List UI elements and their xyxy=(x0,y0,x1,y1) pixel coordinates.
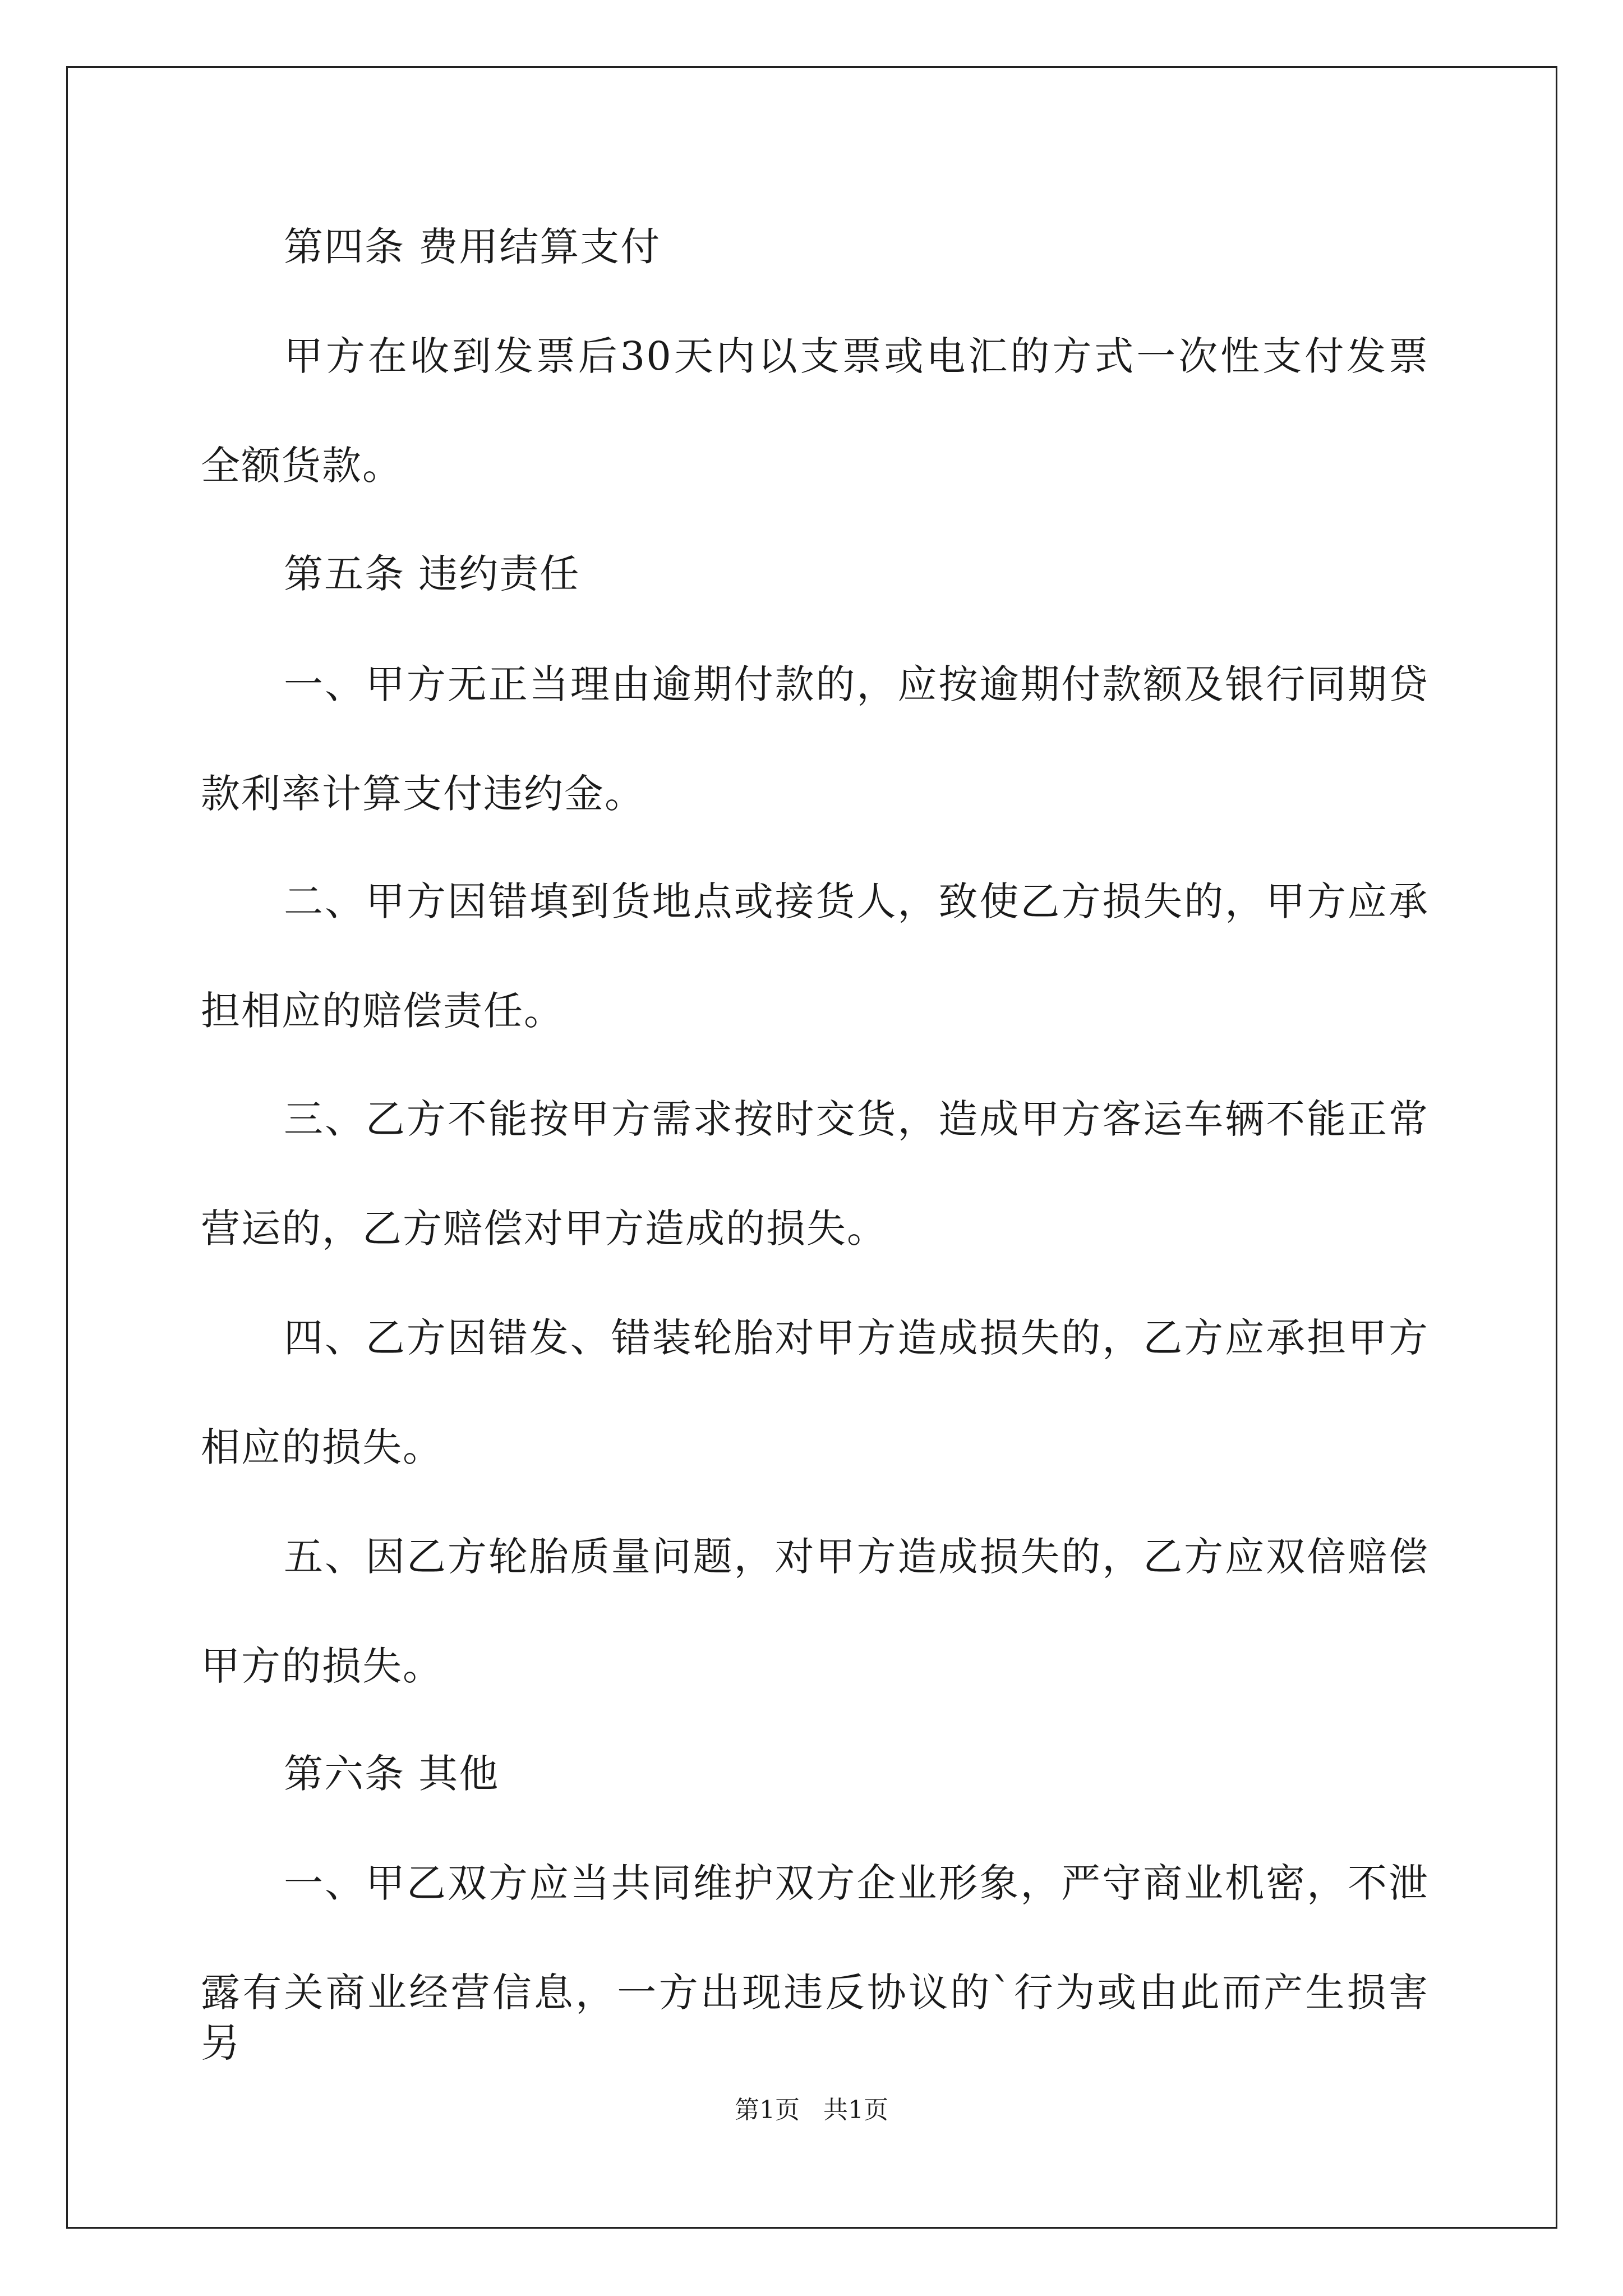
paragraph-line: 一、甲乙双方应当共同维护双方企业形象，严守商业机密，不泄 xyxy=(284,1860,1429,1906)
article-4-heading: 第四条 费用结算支付 xyxy=(284,224,661,270)
paragraph-line: 三、乙方不能按甲方需求按时交货，造成甲方客运车辆不能正常 xyxy=(284,1096,1429,1142)
paragraph-line: 担相应的赔偿责任。 xyxy=(201,988,564,1034)
page-total: 共1页 xyxy=(823,2096,888,2124)
paragraph-line: 二、甲方因错填到货地点或接货人，致使乙方损失的，甲方应承 xyxy=(284,878,1429,924)
paragraph-line: 甲方的损失。 xyxy=(201,1643,443,1689)
paragraph-line: 款利率计算支付违约金。 xyxy=(201,771,645,817)
paragraph-line: 露有关商业经营信息，一方出现违反协议的`行为或由此而产生损害另 xyxy=(201,1970,1429,2066)
paragraph-line: 相应的损失。 xyxy=(201,1424,443,1470)
paragraph-line: 营运的，乙方赔偿对甲方造成的损失。 xyxy=(201,1205,887,1251)
page-footer xyxy=(0,2093,1623,2127)
paragraph-line: 四、乙方因错发、错装轮胎对甲方造成损失的，乙方应承担甲方 xyxy=(284,1315,1429,1361)
article-5-heading: 第五条 违约责任 xyxy=(284,551,580,597)
paragraph-line: 五、因乙方轮胎质量问题，对甲方造成损失的，乙方应双倍赔偿 xyxy=(284,1534,1429,1580)
paragraph-line: 全额货款。 xyxy=(201,443,403,489)
paragraph-line: 甲方在收到发票后30天内以支票或电汇的方式一次性支付发票 xyxy=(284,333,1429,379)
paragraph-line: 一、甲方无正当理由逾期付款的，应按逾期付款额及银行同期贷 xyxy=(284,661,1429,707)
page-number: 第1页 xyxy=(735,2096,800,2124)
article-6-heading: 第六条 其他 xyxy=(284,1751,500,1797)
